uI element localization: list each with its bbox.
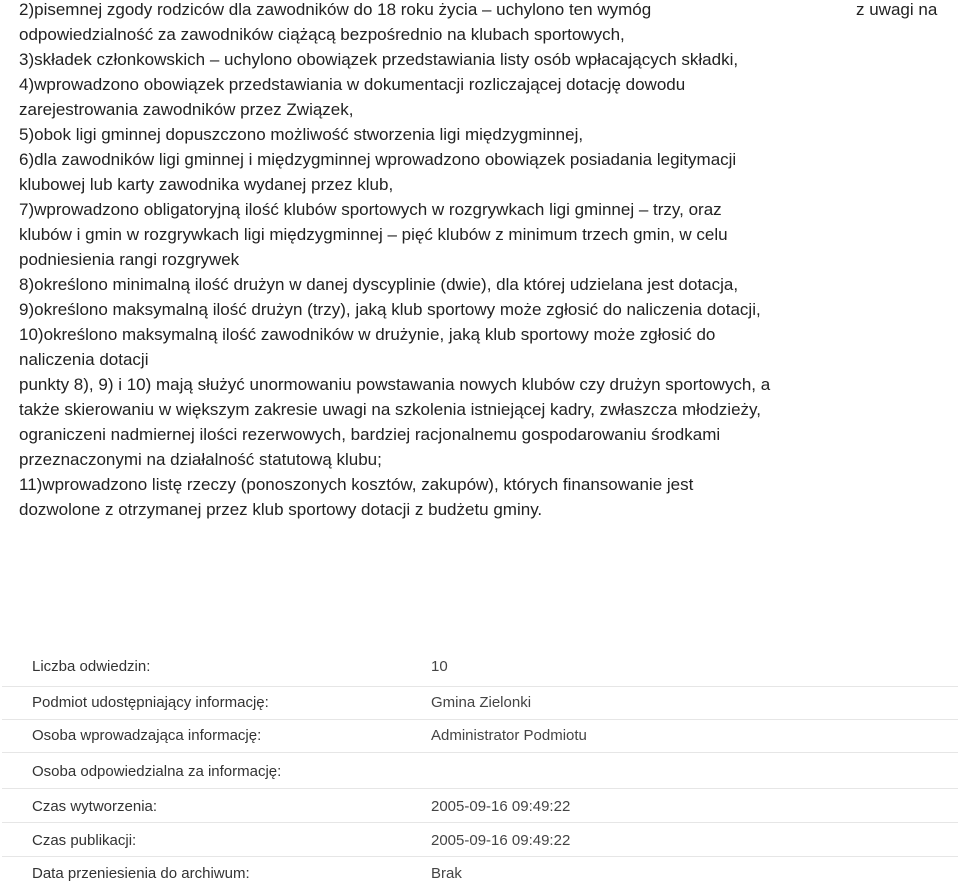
text-line: ograniczeni nadmiernej ilości rezerwowych, bardziej racjonalnemu gospodarowaniu środkami — [19, 425, 721, 444]
row-divider — [2, 719, 958, 720]
text-line: 6)dla zawodników ligi gminnej i międzygminnej wprowadzono obowiązek posiadania legitymacji — [19, 150, 737, 169]
text-line: 9)określono maksymalną ilość drużyn (trzy), jaką klub sportowy może zgłosić do naliczenia dotacji, — [19, 300, 761, 319]
metadata-label: Czas publikacji: — [32, 832, 137, 849]
text-line: zarejestrowania zawodników przez Związek, — [19, 100, 354, 119]
metadata-row — [0, 856, 960, 889]
metadata-label: Osoba wprowadzająca informację: — [32, 727, 262, 744]
text-line: odpowiedzialność za zawodników ciążącą bezpośrednio na klubach sportowych, — [19, 25, 625, 44]
metadata-row — [0, 788, 960, 821]
metadata-label: Osoba odpowiedzialna za informację: — [32, 763, 282, 780]
text-line: także skierowaniu w większym zakresie uwagi na szkolenia istniejącej kadry, zwłaszcza młodzieży, — [19, 400, 761, 419]
metadata-row — [0, 719, 960, 752]
row-divider — [2, 856, 958, 857]
text-line: punkty 8), 9) i 10) mają służyć unormowaniu powstawania nowych klubów czy drużyn sportowych, a — [19, 375, 771, 394]
text-line — [19, 0, 938, 20]
row-divider — [2, 686, 958, 687]
text-line: 8)określono minimalną ilość drużyn w danej dyscyplinie (dwie), dla której udzielana jest dotacja, — [19, 275, 739, 294]
text-line: 10)określono maksymalną ilość zawodników w drużynie, jaką klub sportowy może zgłosić do — [19, 325, 716, 344]
text-line: klubowej lub karty zawodnika wydanej przez klub, — [19, 175, 394, 194]
metadata-row — [0, 822, 960, 855]
metadata-value: Gmina Zielonki — [431, 694, 532, 711]
metadata-label: Data przeniesienia do archiwum: — [32, 865, 250, 882]
row-divider — [2, 822, 958, 823]
text-line: 7)wprowadzono obligatoryjną ilość klubów sportowych w rozgrywkach ligi gminnej – trzy, oraz — [19, 200, 722, 219]
metadata-value: 10 — [431, 658, 448, 675]
text-line: naliczenia dotacji — [19, 350, 149, 369]
metadata-value: 2005-09-16 09:49:22 — [431, 798, 571, 815]
line-text: 2)pisemnej zgody rodziców dla zawodników do 18 roku życia – uchylono ten wymóg — [19, 0, 652, 19]
row-divider — [2, 752, 958, 753]
text-line: 3)składek członkowskich – uchylono obowiązek przedstawiania listy osób wpłacających składki, — [19, 50, 739, 69]
text-line: 5)obok ligi gminnej dopuszczono możliwość stworzenia ligi międzygminnej, — [19, 125, 584, 144]
metadata-value: 2005-09-16 09:49:22 — [431, 832, 571, 849]
metadata-value: Brak — [431, 865, 462, 882]
metadata-label: Podmiot udostępniający informację: — [32, 694, 269, 711]
text-line: dozwolone z otrzymanej przez klub sportowy dotacji z budżetu gminy. — [19, 500, 543, 519]
text-line: klubów i gmin w rozgrywkach ligi międzygminnej – pięć klubów z minimum trzech gmin, w celu — [19, 225, 728, 244]
metadata-label: Liczba odwiedzin: — [32, 658, 151, 675]
metadata-row — [0, 752, 960, 785]
text-line: przeznaczonymi na działalność statutową klubu; — [19, 450, 382, 469]
metadata-row — [0, 686, 960, 719]
text-line: 4)wprowadzono obowiązek przedstawiania w dokumentacji rozliczającej dotację dowodu — [19, 75, 686, 94]
text-line: podniesienia rangi rozgrywek — [19, 250, 240, 269]
row-divider — [2, 788, 958, 789]
metadata-label: Czas wytworzenia: — [32, 798, 158, 815]
text-line: 11)wprowadzono listę rzeczy (ponoszonych kosztów, zakupów), których finansowanie jest — [19, 475, 694, 494]
line-text-right: z uwagi na — [856, 0, 938, 19]
metadata-value: Administrator Podmiotu — [431, 727, 587, 744]
